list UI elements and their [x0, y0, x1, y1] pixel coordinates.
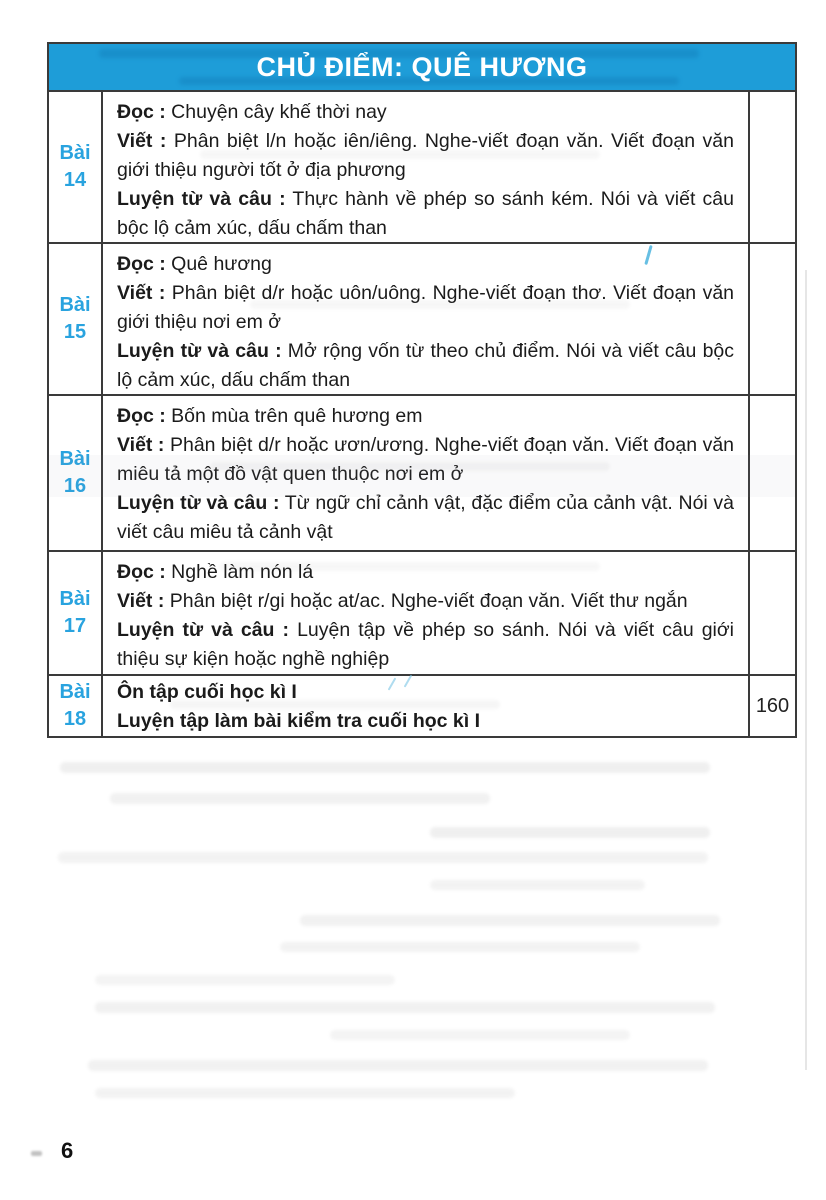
content-item-ltvc [117, 616, 734, 674]
item-text: Phân biệt r/gi hoặc at/ac. Nghe-viết đoạn văn. Viết thư ngắn [169, 590, 688, 612]
item-label: Viết : [117, 282, 166, 304]
bleedthrough-line [95, 975, 395, 985]
page-ref-cell [750, 552, 795, 674]
review-line: Luyện tập làm bài kiểm tra cuối học kì I [117, 710, 481, 732]
bleedthrough-line [88, 1060, 708, 1071]
item-label: Luyện từ và câu : [117, 619, 290, 641]
content-item-viet [117, 431, 734, 489]
item-label: Luyện từ và câu : [117, 340, 282, 362]
item-label: Đọc : [117, 253, 166, 275]
bleedthrough-line [58, 852, 708, 863]
item-text: Thực hành về phép so sánh kém. Nói và viết câu bộc lộ cảm xúc, dấu chấm than [117, 188, 734, 239]
item-label: Đọc : [117, 101, 166, 123]
lesson-label: Bài [59, 681, 91, 703]
table-row-bai-16 [49, 394, 795, 550]
bleedthrough-line [60, 762, 710, 773]
chapter-title: CHỦ ĐIỂM: QUÊ HƯƠNG [256, 51, 588, 82]
content-item-doc [117, 402, 734, 431]
lesson-cell [49, 396, 103, 550]
lesson-number: 16 [63, 475, 87, 497]
table-row-bai-14 [49, 90, 795, 242]
bleedthrough-line [95, 1002, 715, 1013]
bleedthrough-line [300, 915, 720, 926]
content-item-viet [117, 279, 734, 337]
page-edge-line [805, 270, 807, 1070]
content-cell [103, 244, 750, 394]
page-ref: 160 [755, 694, 790, 717]
footer-smudge [31, 1151, 42, 1156]
chapter-banner [49, 44, 795, 90]
item-text: Nghề làm nón lá [171, 561, 314, 583]
item-text: Phân biệt l/n hoặc iên/iêng. Nghe-viết đoạn văn. Viết đoạn văn giới thiệu người tốt ở địa phương [117, 130, 734, 181]
bleedthrough-line [95, 1088, 515, 1098]
content-item-doc [117, 558, 734, 587]
content-item-ltvc [117, 337, 734, 394]
content-cell [103, 396, 750, 550]
lesson-cell [49, 676, 103, 736]
item-text: Từ ngữ chỉ cảnh vật, đặc điểm của cảnh vật. Nói và viết câu miêu tả cảnh vật [117, 492, 734, 543]
lesson-number: 18 [63, 708, 87, 730]
lesson-label: Bài [59, 448, 91, 470]
bleedthrough-line [430, 880, 645, 890]
item-label: Luyện từ và câu : [117, 492, 280, 514]
lesson-label: Bài [59, 588, 91, 610]
content-item-ltvc [117, 489, 734, 547]
lesson-number: 17 [63, 615, 87, 637]
item-text: Bốn mùa trên quê hương em [171, 405, 423, 427]
item-text: Chuyện cây khế thời nay [171, 101, 387, 123]
content-item-viet [117, 127, 734, 185]
page-ref-cell [750, 676, 795, 736]
item-label: Viết : [117, 434, 165, 456]
lesson-cell [49, 244, 103, 394]
bleedthrough-line [110, 793, 490, 804]
page-ref-cell [750, 244, 795, 394]
item-text: Quê hương [171, 253, 272, 275]
lesson-label: Bài [59, 294, 91, 316]
item-text: Mở rộng vốn từ theo chủ điểm. Nói và viết câu bộc lộ cảm xúc, dấu chấm than [117, 340, 735, 391]
bleedthrough-line [430, 827, 710, 838]
content-item-viet [117, 587, 734, 616]
table-row-bai-15 [49, 242, 795, 394]
lesson-label: Bài [59, 142, 91, 164]
item-text: Phân biệt d/r hoặc uôn/uông. Nghe-viết đoạn thơ. Viết đoạn văn giới thiệu nơi em ở [117, 282, 735, 333]
item-label: Viết : [117, 130, 167, 152]
page-number: 6 [61, 1138, 74, 1163]
item-label: Viết : [117, 590, 165, 612]
item-label: Đọc : [117, 561, 166, 583]
lesson-cell [49, 92, 103, 242]
content-cell [103, 92, 750, 242]
item-label: Đọc : [117, 405, 166, 427]
bleedthrough-line [280, 942, 640, 952]
lesson-cell [49, 552, 103, 674]
page-ref-cell [750, 396, 795, 550]
lesson-number: 14 [63, 169, 87, 191]
content-item-doc [117, 250, 734, 279]
item-label: Luyện từ và câu : [117, 188, 286, 210]
lesson-number: 15 [63, 321, 87, 343]
content-item-ltvc [117, 185, 734, 242]
contents-table [47, 42, 797, 738]
review-line: Ôn tập cuối học kì I [117, 681, 297, 703]
table-row-bai-18 [49, 674, 795, 736]
table-row-bai-17 [49, 550, 795, 674]
bleedthrough-line [330, 1030, 630, 1040]
item-text: Phân biệt d/r hoặc ươn/ương. Nghe-viết đoạn văn. Viết đoạn văn miêu tả một đồ vật quen thuộc nơi em ở [117, 434, 735, 485]
content-cell [103, 676, 750, 736]
content-cell [103, 552, 750, 674]
content-item-doc [117, 98, 734, 127]
page-ref-cell [750, 92, 795, 242]
item-text: Luyện tập về phép so sánh. Nói và viết câu giới thiệu sự kiện hoặc nghề nghiệp [117, 619, 735, 670]
